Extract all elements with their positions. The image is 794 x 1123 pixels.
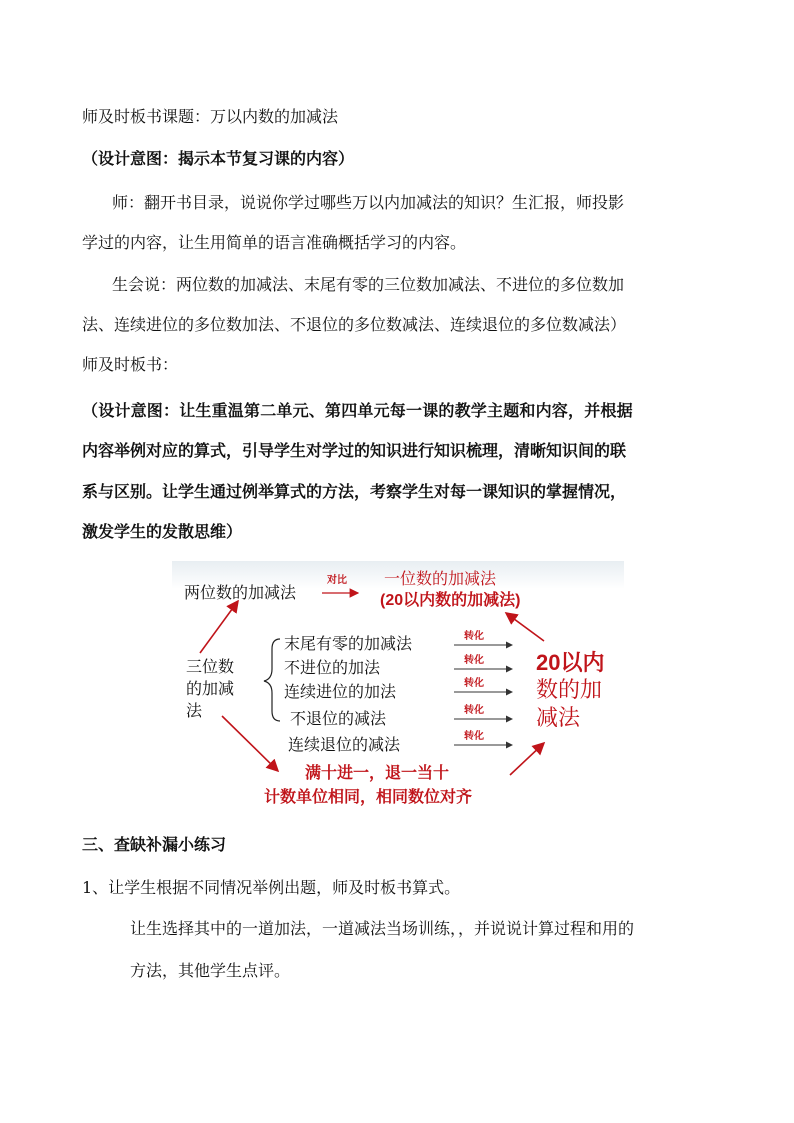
within-20-label-2: 数的加 <box>536 678 603 703</box>
item-no-carry-add: 不进位的加法 <box>284 658 381 677</box>
within-20-label-1-text: 20以内 <box>536 650 605 675</box>
down-right-arrow <box>510 743 544 775</box>
practice-detail-line1: 让生选择其中的一道加法，一道减法当场训练，，并说说计算过程和用的 <box>130 919 635 938</box>
design-intent-1: （设计意图：揭示本节复习课的内容） <box>82 149 355 168</box>
practice-item-1: 1、让学生根据不同情况举例出题，师及时板书算式。 <box>82 878 461 897</box>
brace <box>264 639 280 721</box>
design-intent-2-line1: （设计意图：让生重温第二单元、第四单元每一课的教学主题和内容，并根据 <box>82 401 633 420</box>
convert-label-5: 转化 <box>464 731 484 742</box>
lesson-title-line: 师及时板书课题：万以内数的加减法 <box>82 107 339 126</box>
two-digit-label: 两位数的加减法 <box>184 583 297 602</box>
compare-label: 对比 <box>327 575 347 586</box>
three-digit-label-2: 的加减 <box>186 679 235 698</box>
up-left-arrow <box>200 601 238 653</box>
convert-label-3: 转化 <box>464 678 484 689</box>
practice-detail-line2: 方法，其他学生点评。 <box>130 961 291 980</box>
knowledge-map-diagram <box>172 561 624 814</box>
one-digit-sub-label: (20以内数的加减法) <box>380 592 521 609</box>
rule-carry-borrow: 满十进一，退一当十 <box>305 763 450 782</box>
rule-align-digits: 计数单位相同，相同数位对齐 <box>264 787 473 806</box>
design-intent-2-line3: 系与区别。让学生通过例举算式的方法，考察学生对每一课知识的掌握情况， <box>82 482 627 501</box>
convert-label-4: 转化 <box>464 705 484 716</box>
within-20-label-1 <box>536 649 604 678</box>
design-intent-2-line2: 内容举例对应的算式，引导学生对学过的知识进行知识梳理，清晰知识间的联 <box>82 441 627 460</box>
section-heading-practice: 三、查缺补漏小练习 <box>82 835 227 854</box>
paragraph-teacher-question: 师：翻开书目录，说说你学过哪些万以内加减法的知识？生汇报，师投影 <box>112 193 625 212</box>
teacher-board-line: 师及时板书： <box>82 355 179 374</box>
item-continuous-borrow-sub: 连续退位的减法 <box>288 735 401 754</box>
design-intent-2-line4: 激发学生的发散思维） <box>82 522 243 541</box>
paragraph-teacher-question-cont: 学过的内容，让生用简单的语言准确概括学习的内容。 <box>82 233 467 252</box>
convert-label-1: 转化 <box>464 631 484 642</box>
down-left-arrow <box>222 716 278 771</box>
one-digit-label: 一位数的加减法 <box>384 569 497 588</box>
three-digit-label-3: 法 <box>186 701 203 720</box>
item-no-borrow-sub: 不退位的减法 <box>290 709 387 728</box>
three-digit-label-1: 三位数 <box>186 657 235 676</box>
paragraph-student-answer-cont: 法、连续进位的多位数加法、不退位的多位数减法、连续退位的多位数减法） <box>82 315 627 334</box>
paragraph-student-answer: 生会说：两位数的加减法、末尾有零的三位数加减法、不进位的多位数加 <box>112 275 625 294</box>
convert-label-2: 转化 <box>464 655 484 666</box>
item-continuous-carry-add: 连续进位的加法 <box>284 682 397 701</box>
up-right-arrow <box>506 613 544 641</box>
item-trailing-zero: 末尾有零的加减法 <box>284 634 413 653</box>
within-20-label-3: 减法 <box>536 706 581 731</box>
